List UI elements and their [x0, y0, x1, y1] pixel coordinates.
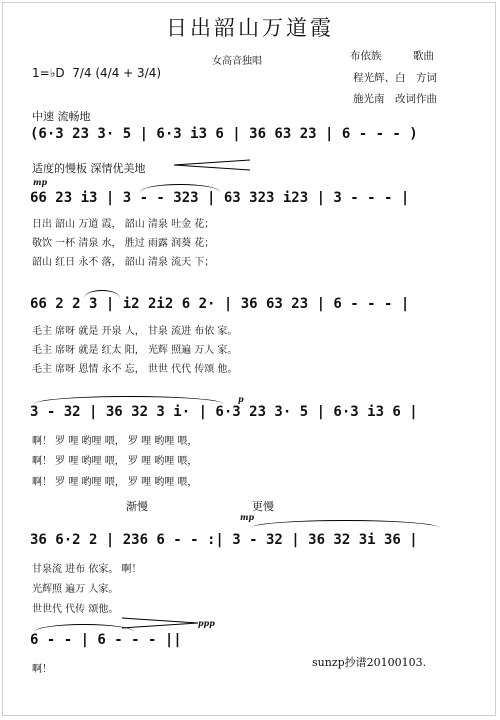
lyric-line: 韶山 红日 永不 落， 韶山 清泉 流天 下； — [32, 257, 215, 268]
time-signature: 7/4 (4/4 + 3/4) — [72, 66, 162, 80]
lyric-line: 毛主 席呀 恩情 永不 忘， 世世 代代 传颂 他。 — [32, 364, 238, 375]
dynamic-mp-2: mp — [240, 512, 255, 522]
music-row-intro: (6·3 23 3· 5 | 6·3 i3 6 | 36 63 23 | 6 - - - ) — [30, 126, 418, 142]
music-row-coda: 6 - - | 6 - - - || — [30, 632, 182, 648]
crescendo-hairpin — [172, 158, 252, 172]
lyric-line: 啊！ 罗 哩 哟哩 喂， 罗 哩 哟哩 喂， — [32, 436, 198, 447]
lyric-line: 毛主 席呀 就是 开泉 人， 甘泉 流进 布依 家。 — [32, 326, 238, 337]
lyric-line: 啊！ — [32, 664, 52, 675]
music-row-verse-2: 66 2 2 3 | i2 2i2 6 2· | 36 63 23 | 6 - - - | — [30, 296, 410, 312]
credit-composer: 施光南 改词作曲 — [353, 93, 437, 105]
song-subtitle: 女高音独唱 — [212, 56, 262, 67]
lyric-line: 甘泉流 进布 依家。 啊！ — [32, 564, 142, 575]
tempo-marking-verse: 适度的慢板 深情优美地 — [32, 162, 146, 175]
lyric-line: 敬饮 一杯 清泉 水， 胜过 雨露 润葵 花； — [32, 238, 215, 249]
lyric-line: 毛主 席呀 就是 红太 阳， 光辉 照遍 万人 家。 — [32, 345, 238, 356]
transcriber-note: sunzp抄谱20100103. — [312, 656, 427, 669]
tempo-marking-intro: 中速 流畅地 — [32, 110, 91, 123]
lyric-line: 世世代 代传 颂他。 — [32, 604, 119, 615]
tempo-marking-rit-more: 更慢 — [252, 500, 274, 513]
dynamic-mp: mp — [33, 177, 48, 187]
decrescendo-hairpin — [120, 616, 200, 630]
key-signature: 1=♭D 7/4 (4/4 + 3/4) — [32, 66, 162, 80]
dynamic-ppp: ppp — [198, 618, 215, 628]
credit-lyricists: 程光辉、白 方词 — [353, 72, 437, 84]
tempo-marking-rit: 渐慢 — [126, 500, 148, 513]
lyric-line: 啊！ 罗 哩 哟哩 喂， 罗 哩 哟哩 喂， — [32, 456, 198, 467]
music-row-verse-1: 66 23 i3 | 3 - - 323 | 63 323 i23 | 3 - - - | — [30, 190, 410, 206]
lyric-line: 啊！ 罗 哩 哟哩 喂， 罗 哩 哟哩 喂， — [32, 477, 198, 488]
dynamic-p: p — [238, 394, 244, 404]
lyric-line: 光辉照 遍万 人家。 — [32, 584, 119, 595]
music-row-bridge: 3 - 32 | 36 32 3 i· | 6·3 23 3· 5 | 6·3 i3 6 | — [30, 404, 418, 420]
lyric-line: 日出 韶山 万道 霞， 韶山 清泉 吐金 花； — [32, 219, 215, 230]
song-title: 日出韶山万道霞 — [166, 16, 334, 40]
music-row-ending: 36 6·2 2 | 236 6 - - :| 3 - 32 | 36 32 3i 36 | — [30, 532, 418, 548]
credit-ethnic: 布依族 歌曲 — [350, 50, 434, 62]
